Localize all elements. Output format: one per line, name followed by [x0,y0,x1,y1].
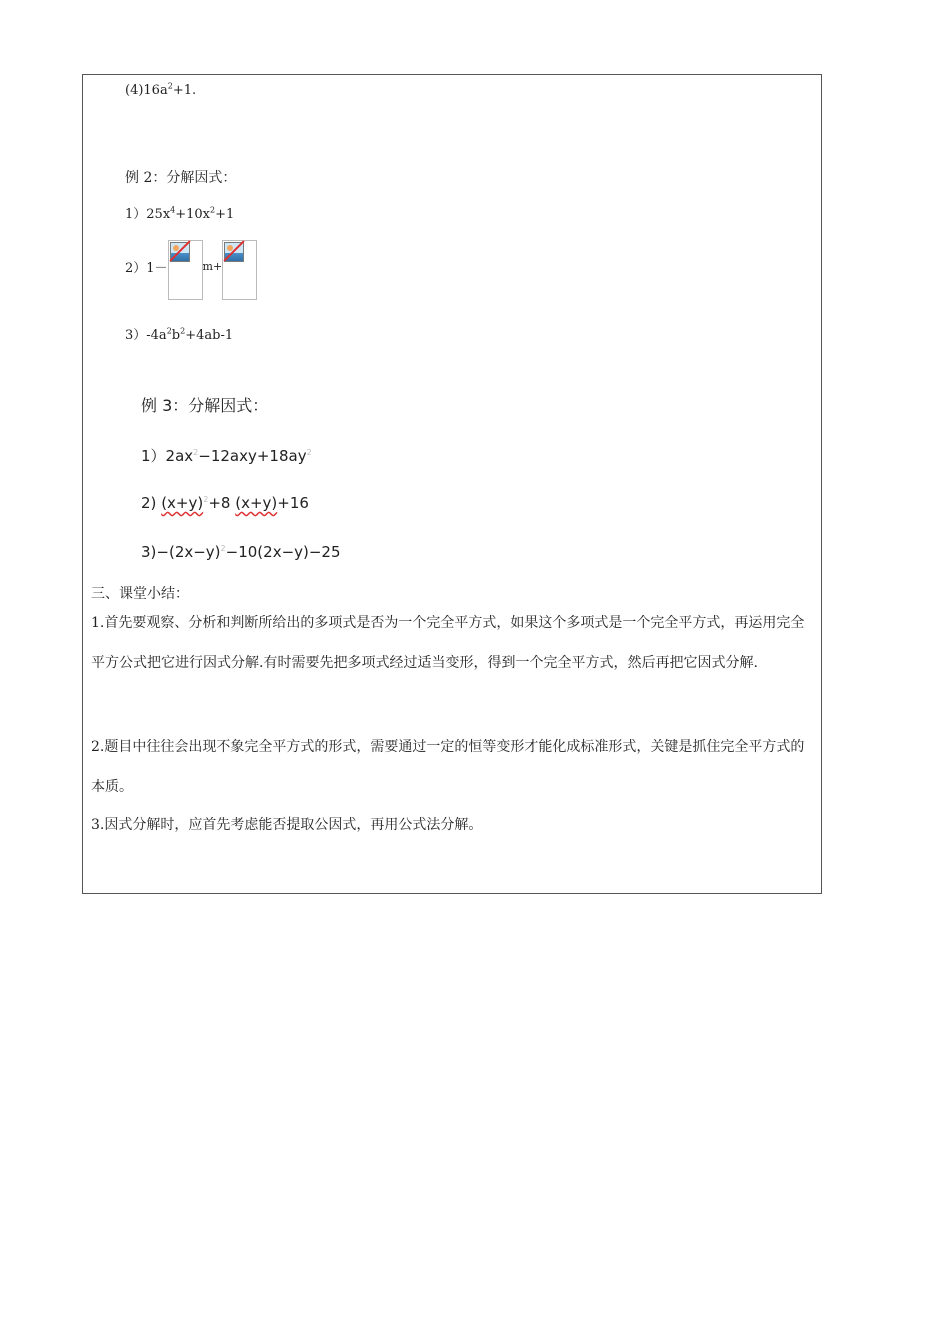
example2-title: 例 2：分解因式： [125,170,237,186]
summary-point-3: 3.因式分解时，应首先考虑能否提取公因式，再用公式法分解。 [91,817,483,833]
broken-image-icon [222,240,257,300]
broken-image-icon [168,240,203,300]
summary-heading: 三、课堂小结： [91,586,189,602]
summary-point-1: 1.首先要观察、分析和判断所给出的多项式是否为一个完全平方式，如果这个多项式是一个完全平方式，再运用完全平方公式把它进行因式分解.有时需要先把多项式经过适当变形，得到一个完全平方式，然后再把它因式分解. [91,615,805,671]
part4-expression: $(4)16a^2+1$. [125,81,197,98]
summary-point-2: 2.题目中往往会出现不象完全平方式的形式，需要通过一定的恒等变形才能化成标准形式，关键是抓住完全平方式的本质。 [91,739,805,795]
example2-item3: $3)-4a^2b^2+4ab-1$ [125,326,234,343]
example2-item1: $1)25x^4+10x^2+1$ [125,205,235,222]
example2-item2: 2）1－ $_{m+}$ [125,240,257,300]
example3-item2: 2) $(x+y)^2+8$ (x+y)+16 [141,494,309,512]
example3-title: 例 3：分解因式： [141,396,269,415]
content-frame [82,74,822,894]
example3-item1: $1)2ax^2-12axy+18ay^2$ [141,447,312,465]
example3-item3: $3)-(2x-y)^2-10(2x-y)-25$ [141,543,341,561]
